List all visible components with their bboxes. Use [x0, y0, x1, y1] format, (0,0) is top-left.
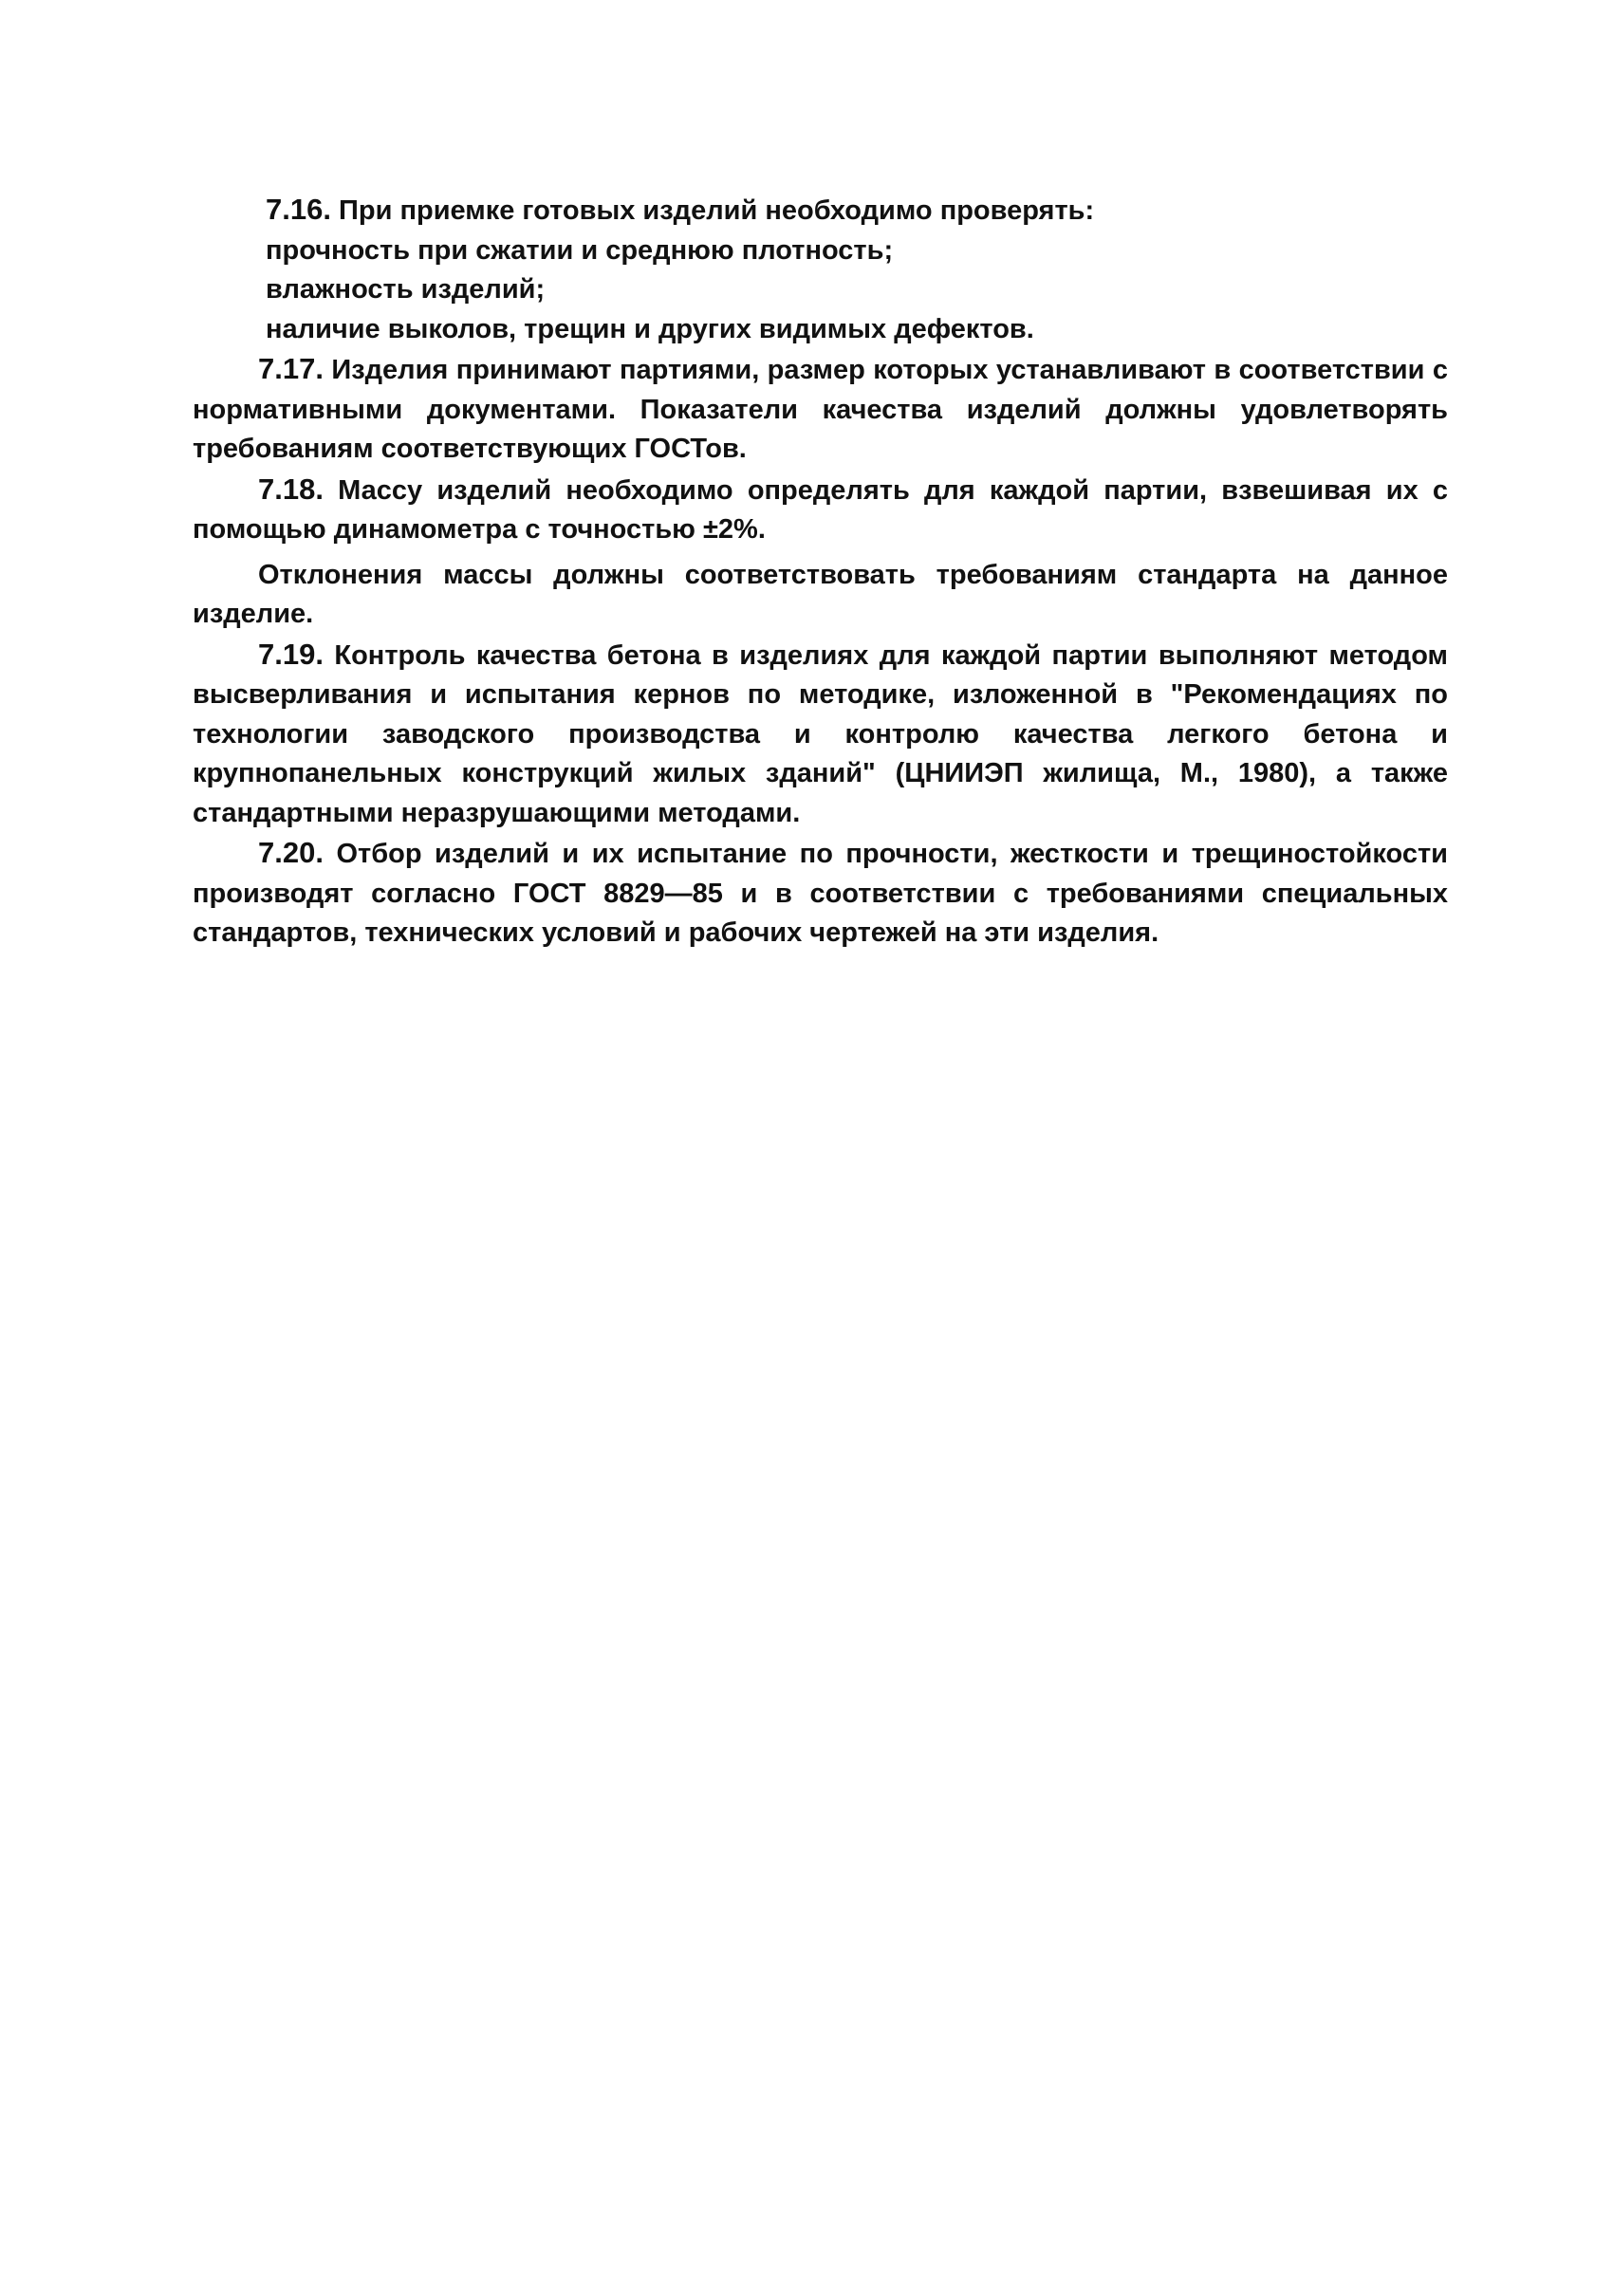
- clause-text: Массу изделий необходимо определять для каждой партии, взвешивая их с помощью динамометра с точностью ±2%.: [193, 474, 1448, 545]
- clause-7-19: [193, 635, 1448, 834]
- clause-text: Отбор изделий и их испытание по прочности, жесткости и трещиностойкости производят согласно ГОСТ 8829—85 и в соответствии с требованиями специальных стандартов, технических условий и рабочих чертежей на эти изделия.: [193, 839, 1448, 948]
- clause-7-16-item: наличие выколов, трещин и других видимых дефектов.: [266, 313, 1034, 344]
- clause-7-18-paragraph-2: Отклонения массы должны соответствовать требованиям стандарта на данное изделие.: [193, 559, 1448, 629]
- clause-7-16-item: прочность при сжатии и среднюю плотность;: [266, 234, 894, 266]
- clause-number: 7.18.: [258, 472, 324, 506]
- clause-7-16-intro: [193, 190, 1448, 231]
- clause-7-16-item: влажность изделий;: [266, 274, 546, 305]
- clause-number: 7.20.: [258, 836, 324, 869]
- clause-7-17: [193, 349, 1448, 470]
- clause-7-18: [193, 470, 1448, 550]
- clause-number: 7.16.: [266, 193, 331, 226]
- clause-7-20: [193, 833, 1448, 954]
- clause-text: При приемке готовых изделий необходимо проверять:: [339, 195, 1095, 226]
- clause-text: Изделия принимают партиями, размер которых устанавливают в соответствии с нормативными документами. Показатели качества изделий должны удовлетворять требованиям соответствующих ГОСТов.: [193, 355, 1448, 464]
- clause-number: 7.19.: [258, 637, 324, 671]
- clause-number: 7.17.: [258, 352, 324, 385]
- clause-text: Контроль качества бетона в изделиях для каждой партии выполняют методом высверливания и испытания кернов по методике, изложенной в "Рекомендациях по технологии заводского производства и контролю качества легкого бетона и крупнопанельных конструкций жилых зданий" (ЦНИИЭП жилища, М., 1980), а также стандартными неразрушающими методами.: [193, 639, 1449, 828]
- document-body: [193, 190, 1448, 954]
